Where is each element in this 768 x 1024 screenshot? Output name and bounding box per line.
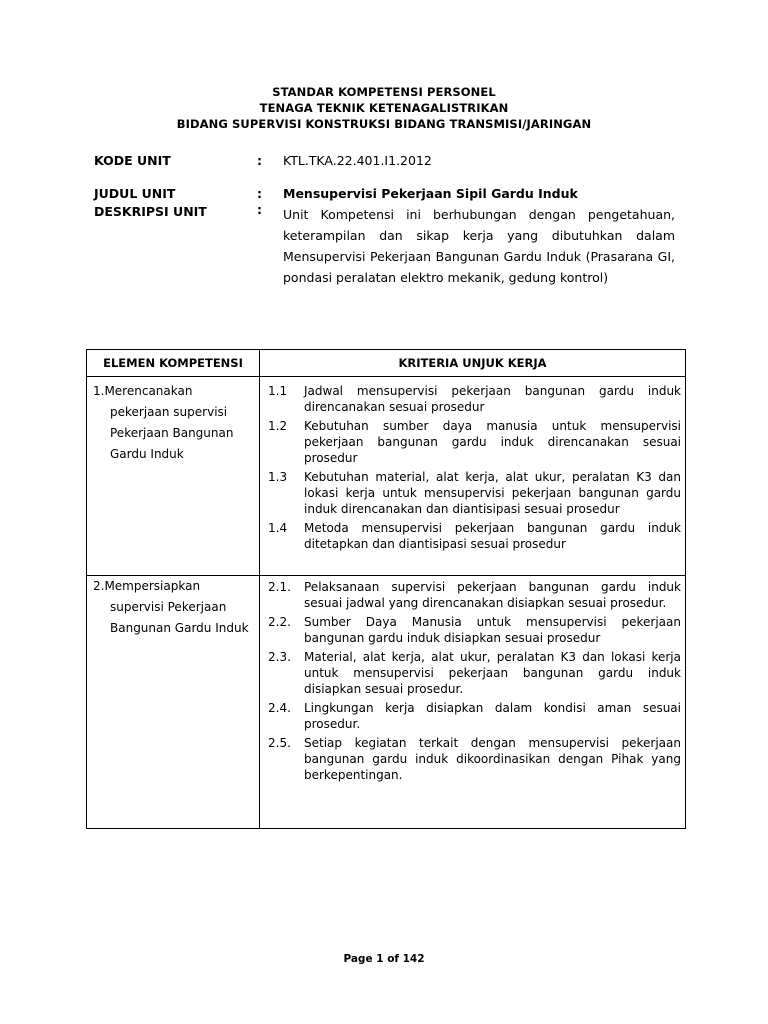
kriteria-text: Sumber Daya Manusia untuk mensupervisi pekerjaan bangunan gardu induk disiapkan sesuai prosedur bbox=[304, 615, 681, 645]
kriteria-item bbox=[268, 469, 681, 517]
elemen-2 bbox=[93, 576, 258, 639]
table-header-divider bbox=[86, 376, 686, 377]
title-line-1: STANDAR KOMPETENSI PERSONEL bbox=[272, 85, 496, 99]
kode-unit-value: KTL.TKA.22.401.I1.2012 bbox=[283, 153, 432, 168]
elemen-2-text: supervisi Pekerjaan Bangunan Gardu Induk bbox=[110, 600, 249, 635]
document-title bbox=[0, 84, 768, 132]
kriteria-number: 1.4 bbox=[268, 521, 288, 535]
kriteria-item bbox=[268, 520, 681, 552]
kriteria-item bbox=[268, 700, 681, 732]
kriteria-number: 2.4. bbox=[268, 701, 291, 715]
kriteria-number: 1.3 bbox=[268, 470, 288, 484]
elemen-1-text: pekerjaan supervisi Pekerjaan Bangunan Gardu Induk bbox=[110, 405, 234, 461]
kriteria-number: 2.3. bbox=[268, 650, 291, 664]
kriteria-number: 1.2 bbox=[268, 419, 288, 433]
kriteria-number: 2.1. bbox=[268, 580, 291, 594]
kriteria-item bbox=[268, 735, 681, 783]
kriteria-number: 1.1 bbox=[268, 384, 288, 398]
kriteria-list-2 bbox=[268, 579, 681, 786]
kriteria-text: Setiap kegiatan terkait dengan mensupervisi pekerjaan bangunan gardu induk dikoordinasikan dengan Pihak yang berkepentingan. bbox=[304, 736, 681, 782]
kriteria-text: Jadwal mensupervisi pekerjaan bangunan gardu induk direncanakan sesuai prosedur bbox=[304, 384, 681, 414]
elemen-2-title: 2.Mempersiapkan bbox=[93, 579, 201, 593]
kriteria-text: Material, alat kerja, alat ukur, peralatan K3 dan lokasi kerja untuk mensupervisi pekerjaan bangunan gardu induk disiapkan sesuai prosedur. bbox=[304, 650, 681, 696]
judul-unit-colon: : bbox=[257, 186, 262, 201]
kriteria-item bbox=[268, 649, 681, 697]
header-elemen-kompetensi: ELEMEN KOMPETENSI bbox=[103, 356, 243, 370]
kriteria-text: Kebutuhan sumber daya manusia untuk mensupervisi pekerjaan bangunan gardu induk direncanakan sesuai prosedur bbox=[304, 419, 681, 465]
elemen-1-title: 1.Merencanakan bbox=[93, 384, 193, 398]
kriteria-item bbox=[268, 383, 681, 415]
kode-unit-label: KODE UNIT bbox=[94, 153, 171, 168]
judul-unit-label: JUDUL UNIT bbox=[94, 186, 176, 201]
header-kriteria-unjuk-kerja: KRITERIA UNJUK KERJA bbox=[398, 356, 547, 370]
kriteria-item bbox=[268, 614, 681, 646]
kriteria-list-1 bbox=[268, 383, 681, 555]
table-column-divider bbox=[259, 349, 260, 829]
elemen-1 bbox=[93, 381, 258, 465]
title-line-3: BIDANG SUPERVISI KONSTRUKSI BIDANG TRANSMISI/JARINGAN bbox=[176, 117, 592, 131]
kriteria-text: Metoda mensupervisi pekerjaan bangunan gardu induk ditetapkan dan diantisipasi sesuai prosedur bbox=[304, 521, 681, 551]
judul-unit-value: Mensupervisi Pekerjaan Sipil Gardu Induk bbox=[283, 186, 578, 201]
deskripsi-unit-label: DESKRIPSI UNIT bbox=[94, 204, 207, 219]
kriteria-number: 2.5. bbox=[268, 736, 291, 750]
kriteria-text: Kebutuhan material, alat kerja, alat ukur, peralatan K3 dan lokasi kerja untuk mensupervisi pekerjaan bangunan gardu induk direncanakan dan diantisipasi sesuai prosedur bbox=[304, 470, 681, 516]
deskripsi-unit-colon: : bbox=[257, 202, 262, 217]
kriteria-number: 2.2. bbox=[268, 615, 291, 629]
kriteria-item bbox=[268, 579, 681, 611]
title-line-2: TENAGA TEKNIK KETENAGALISTRIKAN bbox=[259, 101, 509, 115]
kode-unit-colon: : bbox=[257, 153, 262, 168]
kriteria-item bbox=[268, 418, 681, 466]
deskripsi-unit-value: Unit Kompetensi ini berhubungan dengan pengetahuan, keterampilan dan sikap kerja yang dibutuhkan dalam Mensupervisi Pekerjaan Bangunan Gardu Induk (Prasarana GI, pondasi peralatan elektro mekanik, gedung kontrol) bbox=[283, 207, 675, 285]
kriteria-text: Lingkungan kerja disiapkan dalam kondisi aman sesuai prosedur. bbox=[304, 701, 681, 731]
kriteria-text: Pelaksanaan supervisi pekerjaan bangunan gardu induk sesuai jadwal yang direncanakan disiapkan sesuai prosedur. bbox=[304, 580, 681, 610]
page-number: Page 1 of 142 bbox=[343, 953, 425, 965]
